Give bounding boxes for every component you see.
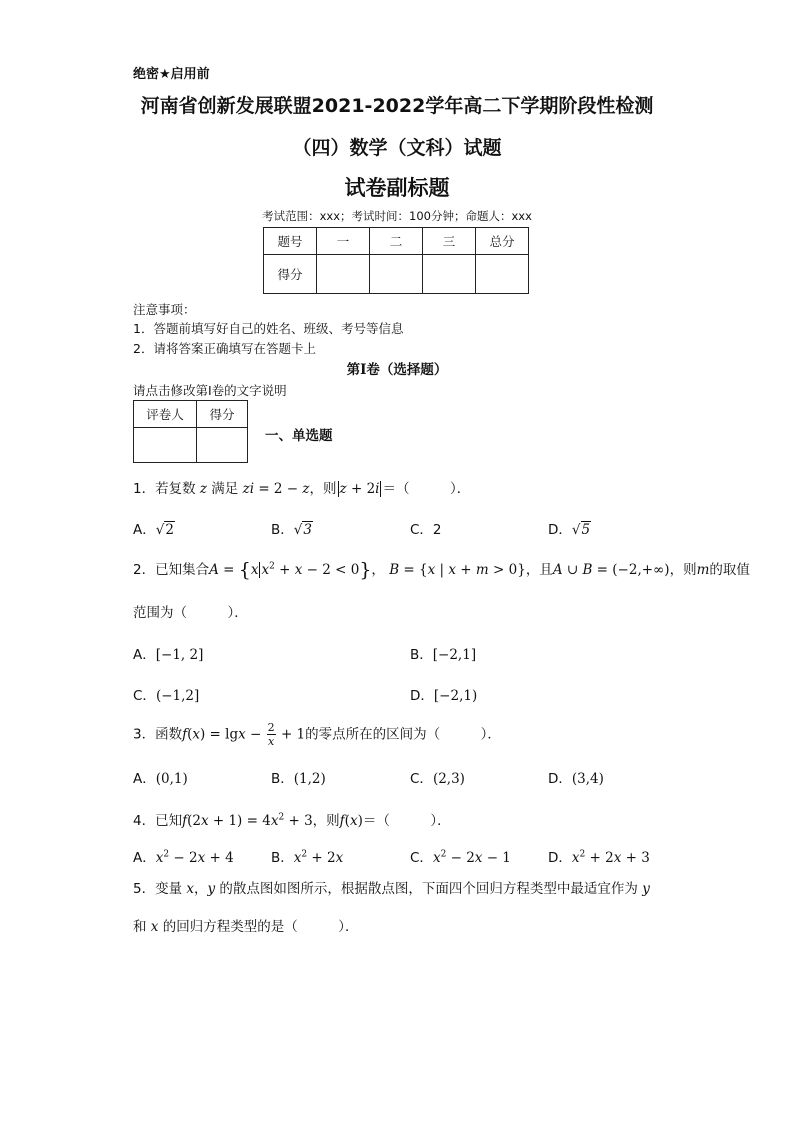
score-header-cell: 总分: [476, 228, 529, 255]
volume-title: 第I卷（选择题）: [346, 362, 448, 378]
exam-title-line1: 河南省创新发展联盟2021-2022学年高二下学期阶段性检测: [140, 95, 654, 117]
question-5: 5．变量 x，y 的散点图如图所示，根据散点图，下面四个回归方程类型中最适宜作为 y: [133, 881, 650, 897]
score-cell[interactable]: [370, 255, 423, 294]
volume-description[interactable]: 请点击修改第I卷的文字说明: [133, 383, 287, 398]
q2-option-c[interactable]: C．(−1,2]: [133, 688, 200, 704]
exam-title-line2: （四）数学（文科）试题: [292, 137, 502, 159]
q4-option-b[interactable]: B．$x^2 + 2x$: [271, 849, 344, 866]
question-3: 3．函数f(x) = lgx − $\frac{2}{x}$ + 1的零点所在的区间为（ ）．: [133, 721, 501, 748]
q1-option-d[interactable]: D．√5: [548, 522, 591, 538]
secret-label: 绝密★启用前: [133, 67, 210, 82]
question-4: 4．已知$f(2x + 1) = 4x^2 + 3$，则f(x)＝（ ）．: [133, 812, 451, 829]
question-1: 1．若复数 z 满足 zi = 2 − z，则 z + 2i ＝（ ）．: [133, 481, 471, 497]
q1-option-b[interactable]: B．√3: [271, 522, 312, 538]
grader-header-cell: 得分: [197, 401, 248, 428]
grader-cell[interactable]: [134, 428, 197, 463]
section-title: 一、单选题: [265, 428, 333, 444]
score-header-cell: 三: [423, 228, 476, 255]
score-cell[interactable]: [423, 255, 476, 294]
q2-option-a[interactable]: A．[−1, 2]: [133, 647, 204, 663]
score-cell[interactable]: [476, 255, 529, 294]
q3-option-a[interactable]: A．(0,1): [133, 771, 188, 787]
q1-option-a[interactable]: A．√2: [133, 522, 174, 538]
exam-info: 考试范围：xxx；考试时间：100分钟；命题人：xxx: [262, 209, 532, 223]
q1-option-c[interactable]: C．2: [410, 522, 442, 538]
notice-title: 注意事项：: [133, 302, 196, 317]
score-row-label: 得分: [264, 255, 317, 294]
q2-option-d[interactable]: D．[−2,1): [410, 688, 478, 704]
score-table: [263, 227, 529, 294]
grader-header-cell: 评卷人: [134, 401, 197, 428]
exam-subtitle: 试卷副标题: [344, 176, 450, 200]
score-header-cell: 二: [370, 228, 423, 255]
q3-option-c[interactable]: C．(2,3): [410, 771, 465, 787]
score-header-cell: 一: [317, 228, 370, 255]
grader-cell[interactable]: [197, 428, 248, 463]
q2-option-b[interactable]: B．[−2,1]: [410, 647, 477, 663]
q3-option-d[interactable]: D．(3,4): [548, 771, 604, 787]
notice-item: 2．请将答案正确填写在答题卡上: [133, 341, 316, 356]
q4-option-d[interactable]: D．$x^2 + 2x + 3$: [548, 849, 650, 866]
question-2: 2．已知集合A = {x $x^2 + x - 2 < 0$}， B = {x | x + m > 0}，且A ∪ B = (−2,+∞)，则m的取值: [133, 559, 750, 581]
question-5-line2: 和 x 的回归方程类型的是（ ）．: [133, 919, 359, 935]
score-cell[interactable]: [317, 255, 370, 294]
q4-option-c[interactable]: C．$x^2 - 2x - 1$: [410, 849, 511, 866]
score-header-cell: 题号: [264, 228, 317, 255]
q4-option-a[interactable]: A．$x^2 - 2x + 4$: [133, 849, 234, 866]
notice-item: 1．答题前填写好自己的姓名、班级、考号等信息: [133, 321, 404, 336]
q3-option-b[interactable]: B．(1,2): [271, 771, 326, 787]
question-2-line2: 范围为（ ）．: [133, 605, 248, 621]
grader-table: [133, 400, 248, 463]
